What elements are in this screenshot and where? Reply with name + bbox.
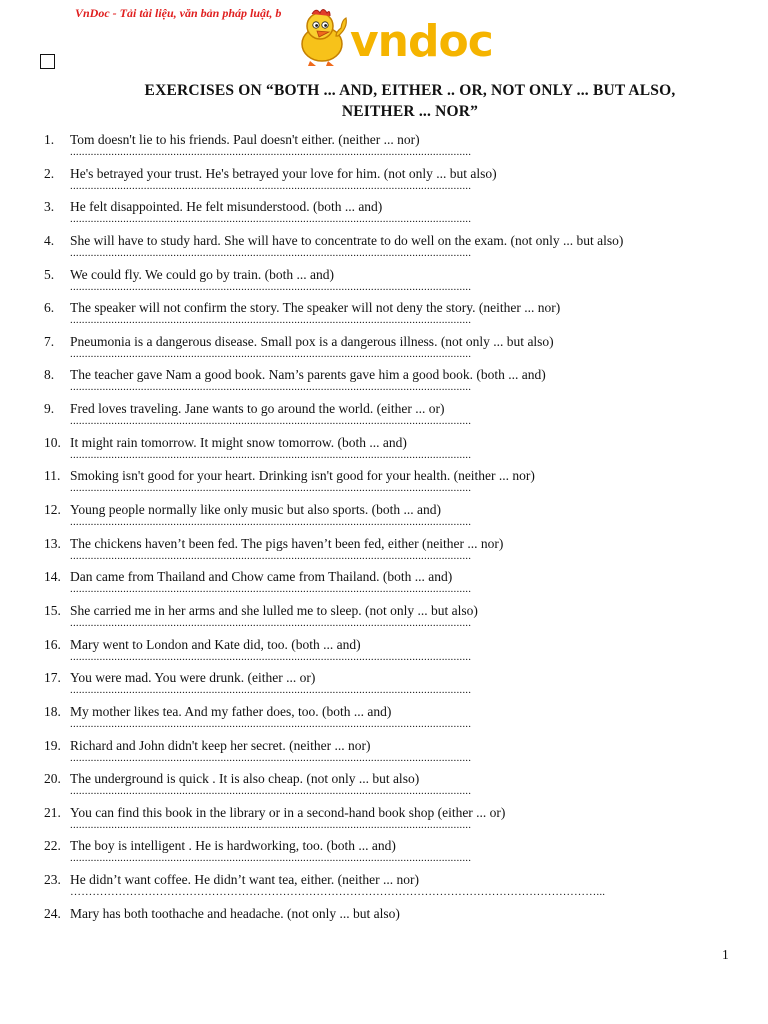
exercise-item <box>0 266 768 300</box>
exercise-item <box>0 737 768 771</box>
exercise-list <box>0 131 768 938</box>
answer-line[interactable]: ........................................................................................................................................ <box>70 347 472 360</box>
exercise-item <box>0 165 768 199</box>
answer-line[interactable]: ........................................................................................................................................ <box>70 717 472 730</box>
exercise-number: 5. <box>44 266 55 282</box>
exercise-number: 16. <box>44 636 61 652</box>
exercise-item <box>0 636 768 670</box>
exercise-number: 20. <box>44 771 61 787</box>
page-title <box>80 80 740 122</box>
exercise-number: 2. <box>44 165 55 181</box>
exercise-number: 24. <box>44 905 61 921</box>
answer-line[interactable]: ........................................................................................................................................ <box>70 650 472 663</box>
exercise-number: 9. <box>44 401 55 417</box>
exercise-item <box>0 770 768 804</box>
exercise-question: The boy is intelligent . He is hardworking, too. (both ... and) <box>70 838 396 854</box>
exercise-number: 15. <box>44 602 61 618</box>
answer-line[interactable]: ........................................................................................................................................ <box>70 583 472 596</box>
answer-line[interactable]: ........................................................................................................................................ <box>70 213 472 226</box>
exercise-item <box>0 400 768 434</box>
answer-line[interactable]: ........................................................................................................................................ <box>70 852 472 865</box>
answer-line[interactable]: ........................................................................................................................................ <box>70 684 472 697</box>
exercise-question: The underground is quick . It is also cheap. (not only ... but also) <box>70 771 420 787</box>
answer-line[interactable]: ........................................................................................................................................ <box>70 415 472 428</box>
checkbox[interactable] <box>40 54 55 69</box>
vndoc-logo <box>296 6 516 68</box>
exercise-number: 11. <box>44 468 61 484</box>
answer-line[interactable]: ........................................................................................................................................ <box>70 448 472 461</box>
exercise-number: 1. <box>44 132 55 147</box>
exercise-item <box>0 333 768 367</box>
exercise-number: 13. <box>44 535 61 551</box>
answer-line[interactable]: ........................................................................................................................................ <box>70 616 472 629</box>
exercise-item <box>0 299 768 333</box>
logo-wordmark: vndoc <box>350 16 493 67</box>
exercise-item <box>0 703 768 737</box>
exercise-question: We could fly. We could go by train. (both ... and) <box>70 266 335 282</box>
exercise-item <box>0 232 768 266</box>
answer-line[interactable]: ........................................................................................................................................ <box>70 482 472 495</box>
exercise-question: She will have to study hard. She will have to concentrate to do well on the exam. (not only ... but also) <box>70 232 624 248</box>
exercise-number: 19. <box>44 737 61 753</box>
exercise-number: 6. <box>44 300 55 316</box>
exercise-question: You can find this book in the library or in a second-hand book shop (either ... or) <box>70 804 506 820</box>
exercise-item <box>0 366 768 400</box>
answer-line[interactable]: ........................................................................................................................................ <box>70 146 472 158</box>
exercise-number: 7. <box>44 333 55 349</box>
site-header-text: VnDoc - Tải tài liệu, văn bản pháp luật, b <box>75 6 282 20</box>
exercise-number: 17. <box>44 670 61 686</box>
page-number: 1 <box>722 947 729 962</box>
answer-line[interactable]: ........................................................................................................................................ <box>70 818 472 831</box>
exercise-question: Mary went to London and Kate did, too. (both ... and) <box>70 636 361 652</box>
title-line-1: EXERCISES ON “BOTH ... AND, EITHER .. OR, NOT ONLY ... BUT ALSO, <box>144 82 676 99</box>
exercise-question: It might rain tomorrow. It might snow tomorrow. (both ... and) <box>70 434 407 450</box>
answer-line[interactable]: ........................................................................................................................................ <box>70 314 472 327</box>
exercise-item <box>0 804 768 838</box>
exercise-question: The chickens haven’t been fed. The pigs haven’t been fed, either (neither ... nor) <box>70 535 504 551</box>
exercise-number: 4. <box>44 232 55 248</box>
exercise-question: Richard and John didn't keep her secret. (neither ... nor) <box>70 737 371 753</box>
exercise-number: 8. <box>44 367 55 383</box>
answer-line[interactable]: ........................................................................................................................................ <box>70 179 472 192</box>
exercise-number: 10. <box>44 434 61 450</box>
exercise-question: My mother likes tea. And my father does, too. (both ... and) <box>70 703 392 719</box>
exercise-question: Tom doesn't lie to his friends. Paul doesn't either. (neither ... nor) <box>70 132 420 147</box>
exercise-question: He didn’t want coffee. He didn’t want tea, either. (neither ... nor) <box>70 872 420 888</box>
answer-line[interactable]: ........................................................................................................................................ <box>70 280 472 293</box>
exercise-question: Dan came from Thailand and Chow came from Thailand. (both ... and) <box>70 569 453 585</box>
chick-mascot-icon <box>302 10 346 67</box>
exercise-number: 14. <box>44 569 61 585</box>
title-line-2: NEITHER ... NOR” <box>341 103 479 120</box>
exercise-question: Smoking isn't good for your heart. Drinking isn't good for your health. (neither ... nor) <box>70 468 535 484</box>
exercise-item <box>0 568 768 602</box>
answer-line[interactable]: ........................................................................................................................................ <box>70 516 472 529</box>
exercise-item <box>0 501 768 535</box>
exercise-number: 3. <box>44 199 55 215</box>
exercise-item <box>0 434 768 468</box>
exercise-number: 18. <box>44 703 61 719</box>
answer-line[interactable]: ........................................................................................................................................ <box>70 381 472 394</box>
answer-line[interactable]: ........................................................................................................................................ <box>70 246 472 259</box>
exercise-question: Pneumonia is a dangerous disease. Small pox is a dangerous illness. (not only ... but also) <box>70 333 554 349</box>
exercise-question: The teacher gave Nam a good book. Nam’s parents gave him a good book. (both ... and) <box>70 367 546 383</box>
exercise-item <box>0 198 768 232</box>
exercise-question: She carried me in her arms and she lulled me to sleep. (not only ... but also) <box>70 602 478 618</box>
exercise-item <box>0 602 768 636</box>
exercise-number: 21. <box>44 804 61 820</box>
exercise-number: 22. <box>44 838 61 854</box>
exercise-question: You were mad. You were drunk. (either ... or) <box>70 670 316 686</box>
exercise-number: 23. <box>44 872 61 888</box>
exercise-question: The speaker will not confirm the story. The speaker will not deny the story. (neither ... nor) <box>70 300 561 316</box>
exercise-item <box>0 871 768 905</box>
exercise-item <box>0 905 768 939</box>
answer-line[interactable]: ........................................................................................................................................ <box>70 549 472 562</box>
exercise-question: He's betrayed your trust. He's betrayed your love for him. (not only ... but also) <box>70 165 497 181</box>
exercise-item <box>0 535 768 569</box>
exercise-item <box>0 837 768 871</box>
exercise-question: Young people normally like only music but also sports. (both ... and) <box>70 502 441 518</box>
answer-line[interactable]: ........................................................................................................................................ <box>70 785 472 798</box>
exercise-question: He felt disappointed. He felt misunderstood. (both ... and) <box>70 199 383 215</box>
exercise-item <box>0 467 768 501</box>
answer-line[interactable]: ........................................................................................................................................ <box>70 751 472 764</box>
exercise-question: Mary has both toothache and headache. (not only ... but also) <box>70 905 400 921</box>
answer-line[interactable]: ……………………………………………………………………………………………………………………………... <box>70 886 606 899</box>
exercise-item <box>0 131 768 165</box>
exercise-number: 12. <box>44 502 61 518</box>
exercise-question: Fred loves traveling. Jane wants to go around the world. (either ... or) <box>70 401 445 417</box>
exercise-item <box>0 669 768 703</box>
